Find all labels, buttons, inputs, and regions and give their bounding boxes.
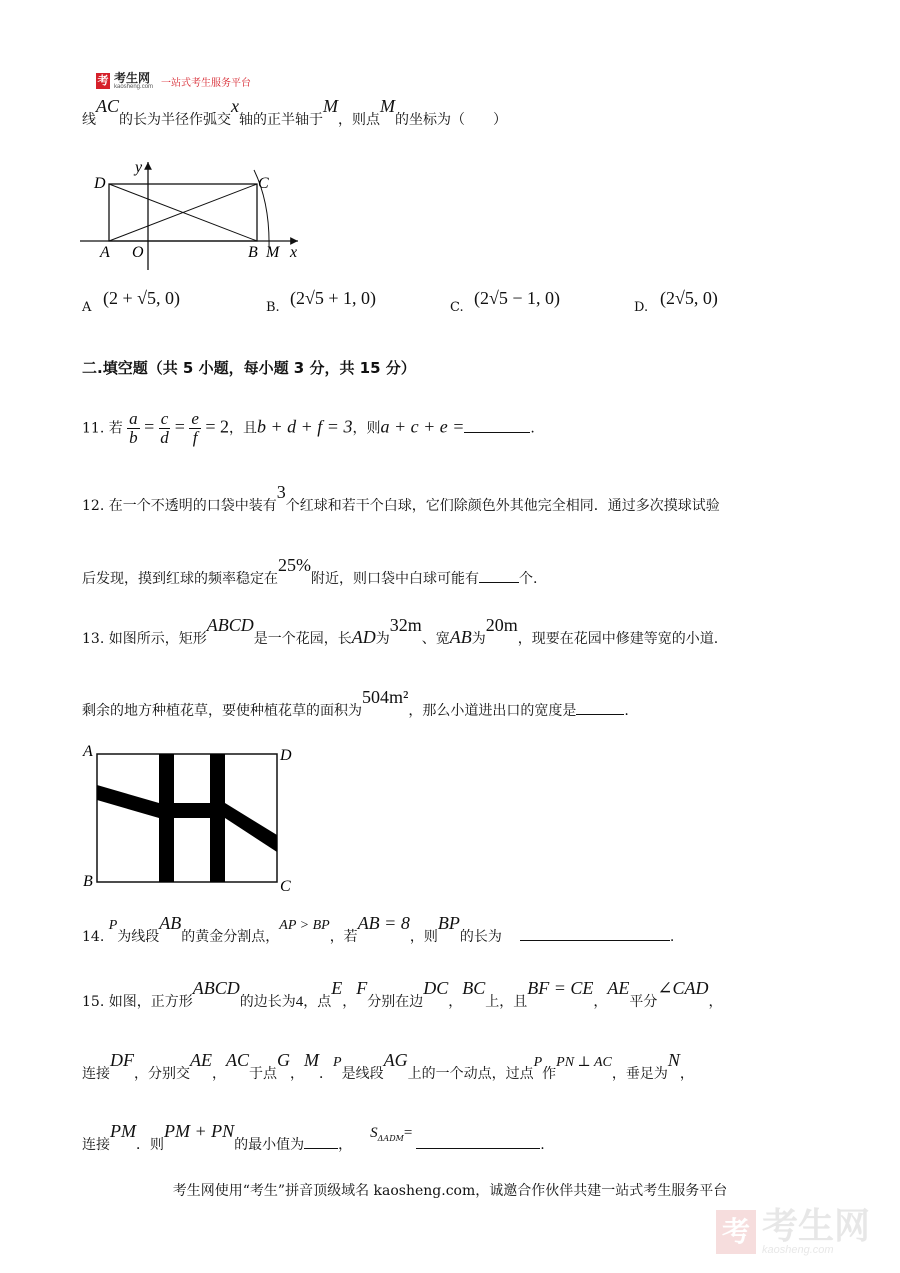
option-c-letter: C.: [450, 300, 464, 315]
q10-text-4: ，则点: [338, 112, 381, 128]
q15-text-26: .: [540, 1137, 545, 1153]
q13-text-4: 、宽: [421, 631, 450, 647]
option-b-value: (2√5 + 1, 0): [290, 288, 377, 308]
watermark-icon: 考: [716, 1210, 756, 1254]
q15-text-12: ，分别交: [134, 1066, 190, 1082]
q15-var-pm: PM: [110, 1121, 136, 1141]
q15-area-symbol: S: [370, 1125, 378, 1141]
brand-name: 考生网: [114, 71, 151, 85]
brand-logo: [96, 72, 251, 90]
q15-answer-blank-2[interactable]: [416, 1134, 540, 1149]
garden-label-a: A: [83, 743, 93, 760]
q11-expr-bdf: b + d + f = 3: [257, 416, 353, 437]
q13-var-abcd: ABCD: [206, 615, 254, 635]
q15-text-19: 作: [542, 1066, 557, 1082]
option-a-letter: A: [82, 300, 92, 315]
q12-text-5: 个.: [519, 571, 538, 587]
q15-pm-plus-pn: PM + PN: [164, 1121, 235, 1141]
q10-var-m: M: [323, 96, 339, 116]
q15-text-22: 连接: [82, 1137, 110, 1153]
q15-area-subscript: ΔADM: [377, 1134, 404, 1143]
q15-text-10: ，: [708, 994, 723, 1010]
q15-var-f: F: [356, 978, 368, 998]
q11-number: 11.: [82, 420, 105, 437]
q15-text-14: 于点: [249, 1066, 278, 1082]
q11-expr-ace: a + c + e =: [380, 416, 465, 437]
q11-frac3-num: e: [191, 409, 199, 428]
q11-frac1-num: a: [129, 409, 138, 428]
figure-garden: [80, 740, 300, 895]
q15-pn-perp-ac: PN ⊥ AC: [556, 1055, 612, 1070]
q13-length: 32m: [389, 615, 422, 635]
q11-frac2-den: d: [160, 428, 169, 447]
question-15-line-3: [82, 1121, 545, 1154]
q11-fraction-e-f: [189, 410, 201, 447]
label-d: D: [94, 175, 106, 192]
q15-var-bc: BC: [462, 978, 486, 998]
q13-answer-blank[interactable]: [576, 700, 624, 715]
q12-text-1: 在一个不透明的口袋中装有: [108, 498, 277, 514]
q14-number: 14.: [82, 929, 105, 945]
q12-frequency: 25%: [278, 555, 311, 575]
label-y: y: [135, 159, 143, 176]
q15-answer-blank-1[interactable]: [304, 1134, 338, 1149]
label-c: C: [258, 175, 269, 192]
label-x: x: [290, 244, 298, 261]
q11-text-2: ，且: [229, 420, 257, 437]
q10-text-5: 的坐标为（ ）: [395, 112, 508, 128]
label-b: B: [248, 244, 258, 261]
q13-text-8: ，那么小道进出口的宽度是: [408, 703, 577, 719]
option-d-letter: D.: [634, 300, 649, 315]
q11-answer-blank[interactable]: [464, 418, 530, 433]
option-c-value: (2√5 − 1, 0): [474, 288, 561, 308]
question-12-line-1: [82, 482, 720, 515]
question-11: 11. 若 $\frac{a}{b}$ = $\frac{c}{d}$ = $\frac{e}{f}$ = 2，且b + d + f = 3，则a + c + e = .: [82, 409, 535, 447]
q15-text-16: ．: [319, 1066, 334, 1082]
q14-ab-length: AB = 8: [357, 913, 410, 933]
q13-text-1: 如图所示，矩形: [108, 631, 207, 647]
question-12-line-2: [82, 555, 538, 588]
q15-var-ae: AE: [607, 978, 630, 998]
q11-text-4: .: [530, 420, 535, 437]
q15-var-ae2: AE: [190, 1050, 212, 1070]
q11-frac1-den: b: [129, 428, 138, 447]
q13-number: 13.: [82, 631, 105, 647]
q15-text-4: ，: [342, 994, 357, 1010]
q15-var-df: DF: [110, 1050, 134, 1070]
q14-text-6: .: [669, 929, 675, 945]
q11-text-3: ，则: [352, 420, 381, 437]
q12-text-3: 后发现，摸到红球的频率稳定在: [82, 571, 278, 587]
q15-text-5: 分别在边: [367, 994, 424, 1010]
brand-slogan: 一站式考生服务平台: [161, 77, 252, 89]
q15-angle-cad: ∠CAD: [657, 978, 709, 998]
q15-text-18: 上的一个动点，过点: [407, 1066, 534, 1082]
q15-var-ac: AC: [226, 1050, 250, 1070]
brand-domain: kaosheng.com: [114, 84, 154, 90]
q15-text-3: ，点: [303, 994, 332, 1010]
q14-text-2: 的黄金分割点，: [181, 929, 280, 945]
figure-rectangle-axes: [80, 158, 310, 273]
q15-text-15: ，: [290, 1066, 305, 1082]
watermark-domain: kaosheng.com: [761, 1244, 834, 1256]
q15-text-11: 连接: [82, 1066, 110, 1082]
garden-label-c: C: [280, 878, 291, 895]
option-d-value: (2√5, 0): [660, 288, 718, 308]
q15-var-dc: DC: [423, 978, 449, 998]
q15-var-ag: AG: [383, 1050, 408, 1070]
q15-text-23: ．则: [136, 1137, 164, 1153]
section-heading: 二.填空题（共 5 小题，每小题 3 分，共 15 分）: [82, 359, 416, 377]
question-15-line-2: [82, 1050, 694, 1083]
q15-text-8: ，: [593, 994, 608, 1010]
q11-text-1: 若: [108, 420, 123, 437]
q15-text-13: ，: [212, 1066, 226, 1082]
q15-text-2: 的边长为: [239, 994, 296, 1010]
garden-label-b: B: [83, 873, 93, 890]
q15-text-25: ，: [338, 1137, 353, 1153]
q11-fraction-a-b: [127, 410, 140, 447]
label-o: O: [132, 244, 144, 261]
watermark-name: 考生网: [761, 1205, 870, 1246]
q15-var-abcd: ABCD: [192, 978, 240, 998]
option-a-value: (2 + √5, 0): [103, 288, 181, 308]
q15-var-e: E: [331, 978, 343, 998]
q14-answer-blank[interactable]: [520, 926, 670, 941]
option-b-letter: B.: [266, 300, 280, 315]
q15-side-length: 4: [295, 994, 304, 1010]
q10-text-1: 线: [82, 112, 96, 128]
question-14: [82, 913, 675, 946]
q10-text: [82, 96, 508, 129]
q10-text-2: 的长为半径作弧交: [119, 112, 232, 128]
q10-text-3: 轴的正半轴于: [239, 112, 324, 128]
q15-area-equals: =: [403, 1125, 413, 1141]
q13-var-ad: AD: [351, 627, 376, 647]
q14-var-p: P: [108, 918, 118, 933]
q13-area: 504m²: [362, 687, 409, 707]
q15-var-n: N: [667, 1050, 680, 1070]
q13-text-7: 剩余的地方种植花草，要使种植花草的面积为: [82, 703, 362, 719]
q13-var-ab: AB: [449, 627, 472, 647]
q13-text-5: 为: [471, 631, 486, 647]
q11-fraction-c-d: [159, 410, 171, 447]
q10-var-m2: M: [380, 96, 396, 116]
q12-number: 12.: [82, 498, 105, 514]
q15-text-24: 的最小值为: [234, 1137, 305, 1153]
q15-text-7: 上，且: [485, 994, 528, 1010]
label-m: M: [266, 244, 280, 261]
q12-text-2: 个红球和若干个白球，它们除颜色外其他完全相同．通过多次摸球试验: [285, 498, 720, 514]
q13-text-3: 为: [375, 631, 390, 647]
q15-text-9: 平分: [629, 994, 658, 1010]
q12-answer-blank[interactable]: [479, 568, 519, 583]
q14-text-3: ，若: [329, 929, 358, 945]
q14-condition: AP > BP: [279, 918, 330, 933]
q13-text-2: 是一个花园，长: [253, 631, 352, 647]
q13-text-9: .: [624, 703, 629, 719]
q15-number: 15.: [82, 994, 105, 1010]
q15-text-17: 是线段: [341, 1066, 384, 1082]
question-13-line-1: [82, 615, 719, 648]
q11-frac2-num: c: [160, 409, 169, 428]
q11-frac3-den: f: [192, 428, 198, 447]
q15-text-6: ，: [448, 994, 463, 1010]
q15-var-p2: P: [533, 1055, 543, 1070]
q14-text-5: 的长为: [459, 929, 502, 945]
q14-text-4: ，则: [409, 929, 438, 945]
q14-text-1: 为线段: [117, 929, 160, 945]
q15-bf-ce: BF = CE: [527, 978, 594, 998]
q10-var-x: x: [231, 96, 240, 116]
q14-var-bp: BP: [437, 913, 460, 933]
q15-var-m: M: [304, 1050, 320, 1070]
brand-logo-icon: 考: [97, 75, 109, 87]
garden-label-d: D: [280, 747, 292, 764]
q13-text-6: ，现要在花园中修建等宽的小道.: [517, 631, 719, 647]
q15-text-20: ，垂足为: [611, 1066, 668, 1082]
q15-text-1: 如图，正方形: [108, 994, 193, 1010]
q11-equals-2: = 2: [205, 416, 229, 437]
q14-var-ab: AB: [159, 913, 182, 933]
q15-var-g: G: [277, 1050, 291, 1070]
question-15-line-1: [82, 978, 723, 1011]
q12-red-count: 3: [276, 482, 286, 502]
question-13-line-2: [82, 687, 629, 720]
q10-var-ac: AC: [96, 96, 120, 116]
q15-text-21: ，: [679, 1066, 694, 1082]
q15-var-p: P: [333, 1055, 342, 1070]
label-a: A: [100, 244, 110, 261]
watermark-logo: [716, 1205, 870, 1256]
q12-text-4: 附近，则口袋中白球可能有: [311, 571, 479, 587]
page-footer: 考生网使用“考生”拼音顶级域名 kaosheng.com，诚邀合作伙伴共建一站式考生服务平台: [172, 1183, 728, 1199]
q13-width: 20m: [485, 615, 518, 635]
